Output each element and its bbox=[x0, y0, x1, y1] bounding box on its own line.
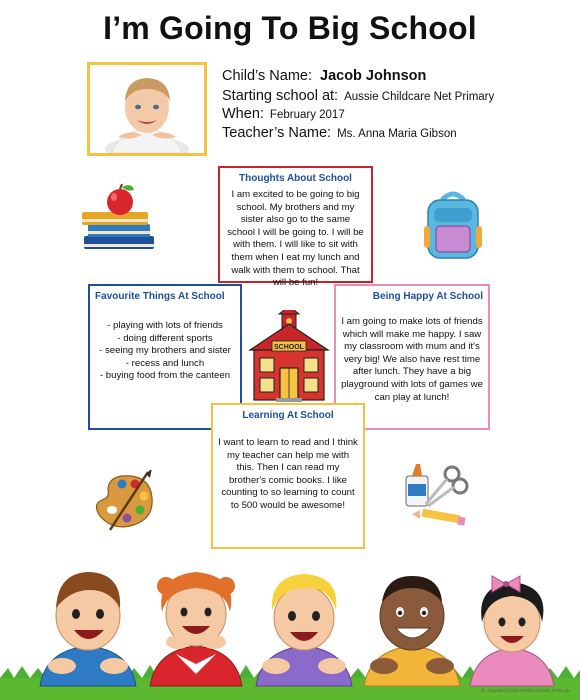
info-school bbox=[222, 88, 494, 104]
info-child-name bbox=[222, 68, 426, 84]
info-teacher bbox=[222, 125, 457, 141]
children-illustration bbox=[0, 546, 580, 700]
list-item: - seeing my brothers and sister bbox=[99, 345, 231, 357]
child-4 bbox=[364, 576, 460, 686]
paint-palette-illustration bbox=[92, 470, 156, 532]
learning-heading: Learning At School bbox=[242, 410, 334, 421]
page-title: I’m Going To Big School bbox=[103, 10, 477, 46]
happy-heading: Being Happy At School bbox=[372, 291, 483, 302]
list-item: - doing different sports bbox=[117, 332, 213, 344]
footer-credit: © AussieChildcareNetwork.com.au bbox=[480, 688, 570, 694]
child-3 bbox=[256, 574, 352, 686]
learning-box bbox=[211, 403, 365, 549]
teacher-value: Ms. Anna Maria Gibson bbox=[337, 128, 457, 140]
thoughts-box bbox=[218, 166, 373, 289]
child-name-label: Child’s Name: bbox=[222, 68, 312, 84]
child-1 bbox=[40, 572, 136, 686]
favourites-list bbox=[90, 320, 240, 383]
school-value: Aussie Childcare Net Primary bbox=[344, 91, 495, 103]
when-label: When: bbox=[222, 106, 264, 122]
favourites-heading: Favourite Things At School bbox=[95, 291, 225, 302]
thoughts-heading: Thoughts About School bbox=[239, 173, 352, 184]
schoolhouse-illustration bbox=[246, 310, 332, 404]
list-item: - recess and lunch bbox=[125, 357, 205, 369]
list-item: - playing with lots of friends bbox=[107, 320, 223, 331]
school-label: Starting school at: bbox=[222, 88, 339, 104]
school-sign: SCHOOL bbox=[274, 344, 304, 351]
child-photo bbox=[90, 65, 204, 153]
teacher-label: Teacher’s Name: bbox=[222, 125, 332, 141]
learning-text: I want to learn to read and I think my teacher can help me with this. Then I can read my brother's comic books. I like counting to so learning to count to 500 would be awesome! bbox=[218, 437, 358, 511]
apple-books-illustration bbox=[80, 184, 160, 256]
when-value: February 2017 bbox=[269, 109, 345, 121]
backpack-illustration bbox=[420, 188, 486, 262]
child-2 bbox=[150, 572, 242, 686]
thoughts-text: I am excited to be going to big school. My brothers and my sister also go to the same school I will be going to. I will be with them. I will like to sit with them when I eat my lunch and walk with them to school. That will be fun! bbox=[227, 189, 364, 289]
list-item: - buying food from the canteen bbox=[99, 370, 231, 382]
child-name-value: Jacob Johnson bbox=[320, 68, 427, 84]
child-photo-frame bbox=[87, 62, 207, 156]
art-supplies-illustration bbox=[398, 462, 470, 532]
child-5 bbox=[470, 576, 554, 686]
happy-text: I am going to make lots of friends which will make me happy. I saw my classroom with mum and it's very big! We also have rest time after lunch. They have a big playground with lots of games we can play at lunch! bbox=[341, 316, 483, 403]
info-when bbox=[222, 106, 345, 122]
